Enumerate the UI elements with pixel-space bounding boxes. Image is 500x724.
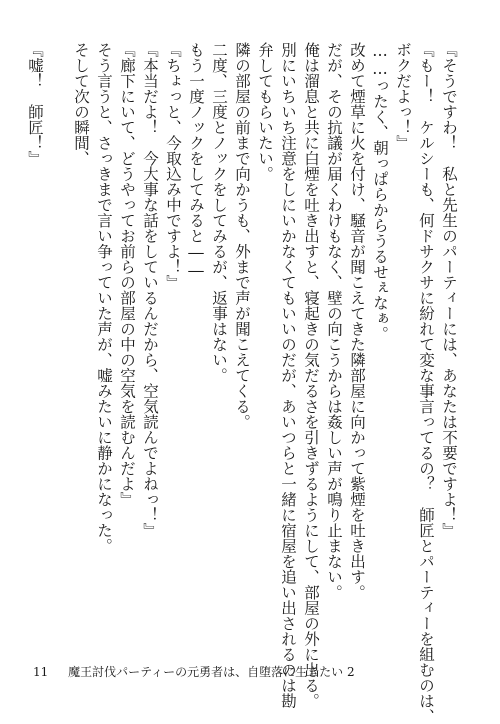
text-line: だが、その抗議が届くわけもなく、壁の向こうからは姦しい声が鳴り止まない。	[325, 42, 343, 600]
text-line: 二度、三度とノックをしてみるが、返事はない。	[210, 42, 228, 383]
book-title: 魔王討伐パーティーの元勇者は、自堕落に生きたい 2	[68, 665, 355, 679]
text-line: 『もー！ ケルシーも、何ドサクサに紛れて変な事言ってるの？ 師匠とパーティーを組むのは、	[417, 42, 435, 724]
text-line: 別にいちいち注意をしにいかなくてもいいのだが、あいつらと一緒に宿屋を追い出されるのは勘	[279, 42, 297, 709]
text-line: 俺は溜息と共に白煙を吐き出すと、寝起きの気だるさを引きずるようにして、部屋の外に出る。	[302, 42, 320, 709]
text-line: 『廊下にいて、どうやってお前らの部屋の中の空気を読むんだよ』	[118, 42, 136, 507]
text-line: 『そうですわ！ 私と先生のパーティーには、あなたは不要ですよ！』	[440, 42, 458, 538]
blank-line	[46, 42, 69, 642]
blank-line	[0, 42, 23, 642]
text-line: 『嘘！ 師匠！』	[26, 42, 44, 166]
page-number: 11	[33, 665, 49, 679]
text-line: 弁してもらいたい。	[256, 42, 274, 182]
text-line: 隣の部屋の前まで向かうも、外まで声が聞こえてくる。	[233, 42, 251, 430]
text-line: 改めて煙草に火を付け、騒音が聞こえてきた隣部屋に向かって紫煙を吐き出す。	[348, 42, 366, 600]
text-line: ボクだよっ！』	[394, 42, 412, 151]
page-footer	[33, 663, 355, 680]
text-line: 『本当だよ！ 今大事な話をしているんだから、空気読んでよねっ！』	[141, 42, 159, 538]
text-line: もう一度ノックをしてみると――	[187, 42, 205, 280]
text-line: そう言うと、さっきまで言い争っていた声が、嘘みたいに静かになった。	[95, 42, 113, 554]
text-line: そして次の瞬間、	[72, 42, 90, 166]
text-line: 『ちょっと、今取込み中ですよ！』	[164, 42, 182, 290]
text-line: ……ったく、朝っぱらからうるせぇなぁ。	[371, 42, 389, 342]
